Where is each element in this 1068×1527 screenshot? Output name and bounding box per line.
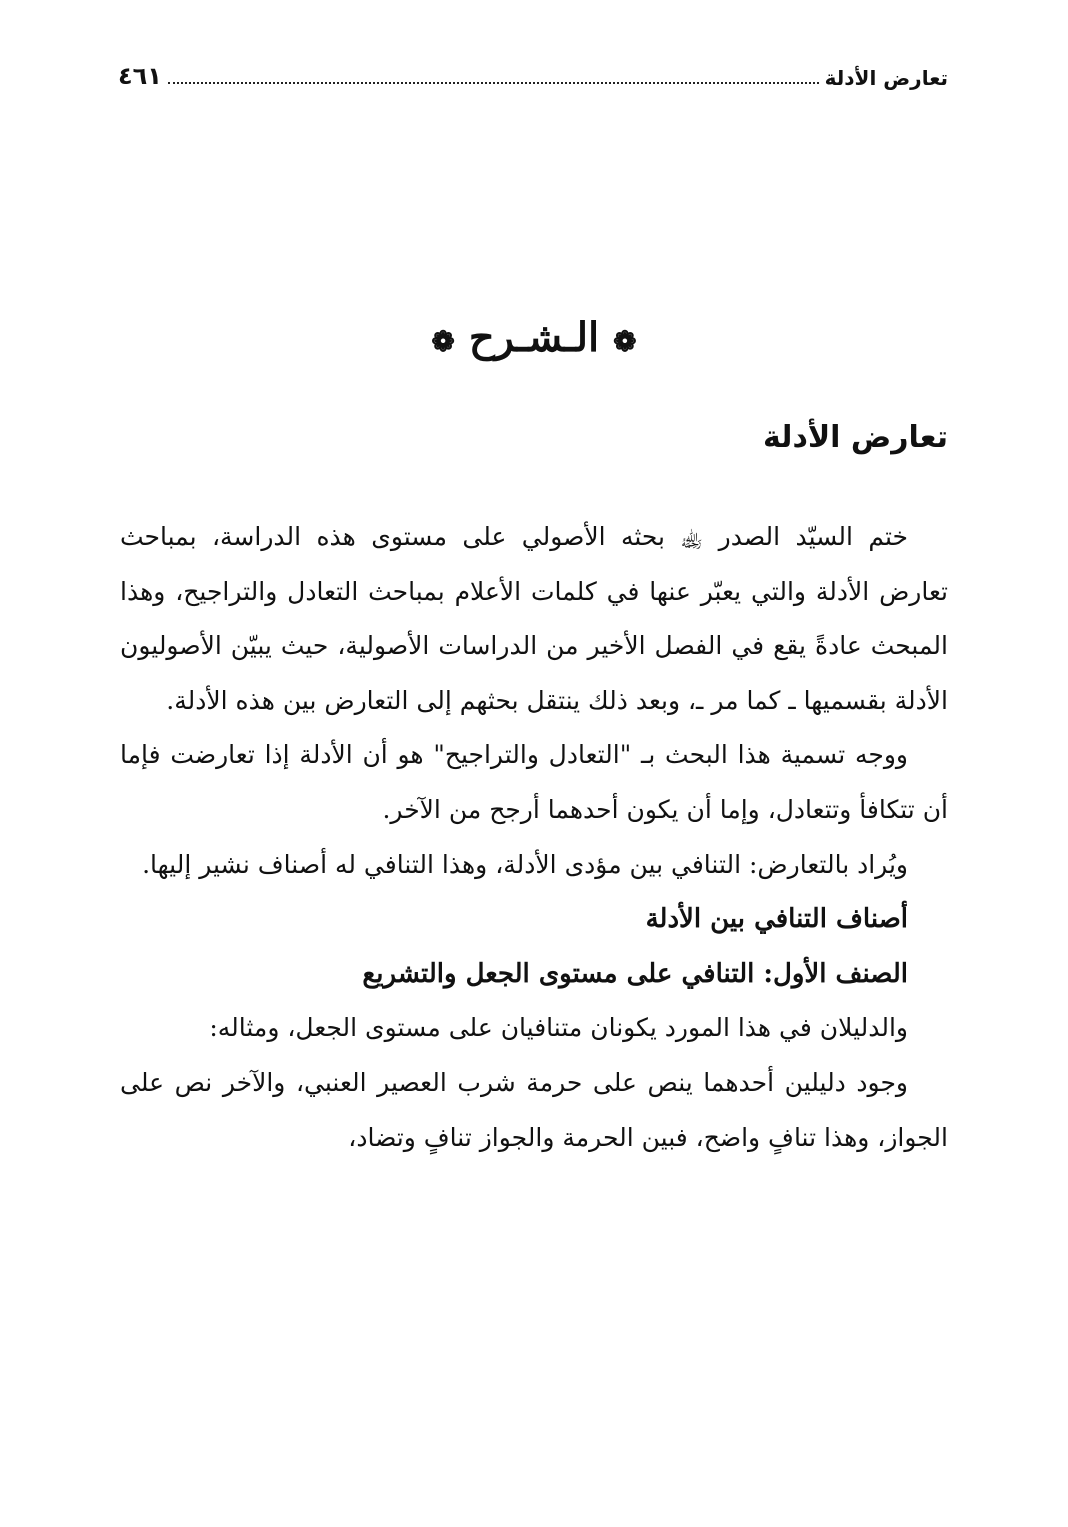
chapter-title: تعارض الأدلة — [762, 420, 948, 455]
subheading-types: أصناف التنافي بين الأدلة — [645, 904, 908, 935]
section-title: الـشـرح — [468, 314, 600, 361]
running-header — [118, 58, 948, 90]
paragraph-example: وجود دليلين أحدهما ينص على حرمة شرب العصير العنبي، والآخر نص على الجواز، وهذا تنافٍ واضح، فبين الحرمة والجواز تنافٍ وتضاد، — [120, 1067, 948, 1152]
page-number: ٤٦١ — [118, 62, 162, 90]
ornament-right-icon: ❁ — [613, 324, 637, 358]
paragraph-first-type: والدليلان في هذا المورد يكونان متنافيان على مستوى الجعل، ومثاله: — [209, 1013, 908, 1043]
paragraph-definition: ويُراد بالتعارض: التنافي بين مؤدى الأدلة، وهذا التنافي له أصناف نشير إليها. — [142, 849, 908, 879]
subheading-first-type: الصنف الأول: التنافي على مستوى الجعل والتشريع — [362, 958, 908, 989]
body-text — [120, 510, 948, 1165]
running-title: تعارض الأدلة — [824, 66, 948, 90]
ornament-left-icon: ❁ — [431, 324, 455, 358]
section-heading — [0, 314, 1068, 361]
paragraph-naming: ووجه تسمية هذا البحث بـ "التعادل والتراجيح" هو أن الأدلة إذا تعارضت فإما أن تتكافأ وتتعادل، وإما أن يكون أحدهما أرجح من الآخر. — [120, 740, 948, 824]
paragraph-intro: ختم السيّد الصدر ﵀ بحثه الأصولي على مستوى هذه الدراسة، بمباحث تعارض الأدلة والتي يعبّر عنها في كلمات الأعلام بمباحث التعادل والتراجيح، وهذا المبحث عادةً يقع في الفصل الأخير من الدراسات الأصولية، حيث يبيّن الأصوليون الأدلة بقسميها ـ كما مر ـ، وبعد ذلك ينتقل بحثهم إلى التعارض بين هذه الأدلة. — [120, 522, 948, 715]
dotted-leader — [168, 82, 819, 84]
